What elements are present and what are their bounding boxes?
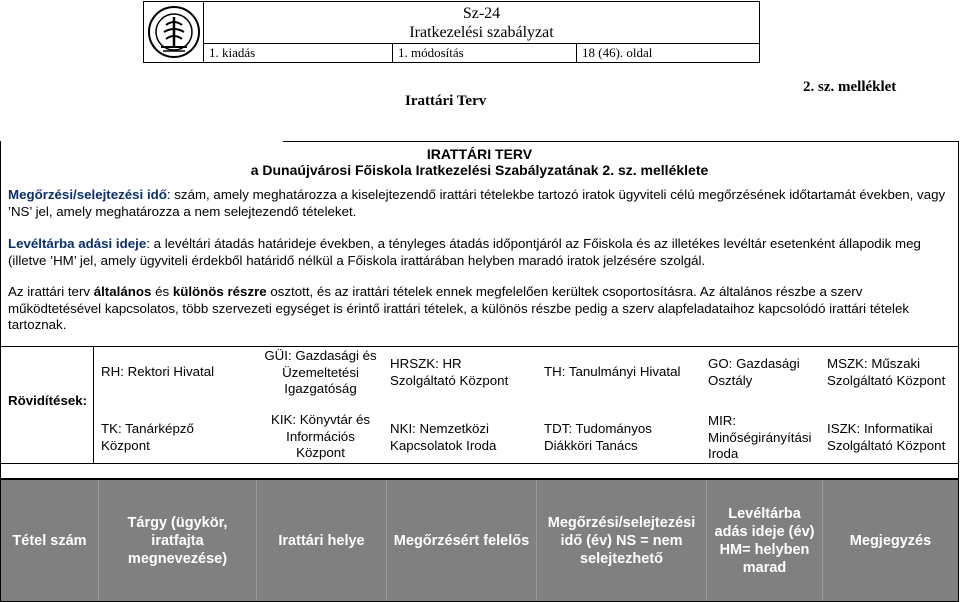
table-header: [0, 479, 959, 602]
p3-special: különös részre: [172, 284, 267, 299]
spacer-row: [1, 463, 958, 479]
doc-code: Sz-24: [462, 5, 501, 22]
abbreviations-label: Rövidítések:: [8, 393, 88, 408]
col-header-archive-time: Levéltárba adás ideje (év) HM= helyben marad: [707, 480, 823, 601]
logo-cell: [144, 2, 204, 62]
structure-paragraph: [8, 284, 948, 334]
archive-term: Levéltárba adási ideje: [8, 236, 147, 251]
col-header-item-number: Tétel szám: [1, 480, 99, 601]
retention-definition: [8, 187, 948, 220]
header-title: [204, 2, 759, 43]
doc-title: Iratkezelési szabályzat: [409, 24, 554, 41]
retention-text: : szám, amely meghatározza a kiselejtezendő irattári tételekbe tartozó iratok ügyviteli célú megőrzésének időtartamát években, vagy ’NS’ jel, amely meghatározza a nem selejtezendő tételeket.: [8, 187, 946, 219]
section-label-left: Irattári Terv: [405, 93, 487, 109]
abbr-gui: GÜI: Gazdasági és Üzemeltetési Igazgatóság: [264, 348, 377, 396]
abbr-tdt: TDT: Tudományos Diákköri Tanács: [544, 421, 652, 453]
abbr-tk: TK: Tanárképző Központ: [101, 421, 194, 453]
frame-top-border: [283, 141, 958, 142]
institution-logo-icon: [147, 5, 201, 59]
col-header-notes: Megjegyzés: [849, 532, 932, 549]
abbr-go: GO: Gazdasági Osztály: [708, 356, 800, 388]
p3-part-c: és: [151, 284, 173, 299]
col-header-responsible: Megőrzésért felelős: [387, 480, 537, 601]
main-frame: [0, 141, 959, 479]
section-label-right: 2. sz. melléklet: [803, 79, 897, 95]
abbr-mir: MIR: Minőségirányítási Iroda: [708, 413, 812, 461]
document-header: [143, 1, 760, 63]
col-header-subject: Tárgy (ügykör, iratfajta megnevezése): [99, 480, 257, 601]
retention-term: Megőrzési/selejtezési idő: [8, 187, 167, 202]
main-title-line1: IRATTÁRI TERV: [426, 146, 533, 162]
abbr-rh: RH: Rektori Hivatal: [101, 364, 215, 379]
header-meta-row: [204, 43, 759, 63]
abbr-mszk: MSZK: Műszaki Szolgáltató Központ: [827, 356, 946, 388]
abbr-nki: NKI: Nemzetközi Kapcsolatok Iroda: [390, 421, 497, 453]
abbr-kik: KIK: Könyvtár és Információs Központ: [270, 412, 371, 460]
abbr-iszk: ISZK: Informatikai Szolgáltató Központ: [827, 421, 946, 453]
abbreviations-section: [1, 346, 958, 464]
main-title: [1, 146, 958, 178]
col-header-archive-location: Irattári helye: [257, 480, 387, 601]
revision-text: 1. módosítás: [392, 44, 576, 63]
p3-general: általános: [93, 284, 152, 299]
main-title-line2: a Dunaújvárosi Főiskola Iratkezelési Szabályzatának 2. sz. melléklete: [250, 162, 709, 178]
abbr-th: TH: Tanulmányi Hivatal: [544, 364, 681, 379]
page-number-text: 18 (46). oldal: [576, 44, 759, 63]
edition-text: 1. kiadás: [209, 45, 256, 60]
archive-text: : a levéltári átadás határideje években, a tényleges átadás időpontjáról az Főiskola és az illetékes levéltár esetenként állapodik meg (illetve ’HM’ jel, amely ügyviteli érdekből határidő nélkül a Főiskola irattárában helyben maradó iratok jelzésére szolgál.: [8, 236, 921, 268]
col-header-retention-period: Megőrzési/selejtezési idő (év) NS = nem selejtezhető: [537, 480, 707, 601]
abbr-hrszk: HRSZK: HR Szolgáltató Központ: [390, 356, 509, 388]
abbreviations-divider: [93, 347, 94, 464]
archive-definition: [8, 236, 948, 269]
p3-part-a: Az irattári terv: [8, 284, 94, 299]
p3-part-e: osztott, és az irattári tételek ennek megfelelően kerültek csoportosításra. Az általános részbe a szerv működtetésével kapcsolatos, több szervezeti egységet is érintő irattári tételek, a különös részbe pedig a szerv alapfeladataihoz kapcsolódó irattári tételek tartoznak.: [8, 284, 909, 332]
